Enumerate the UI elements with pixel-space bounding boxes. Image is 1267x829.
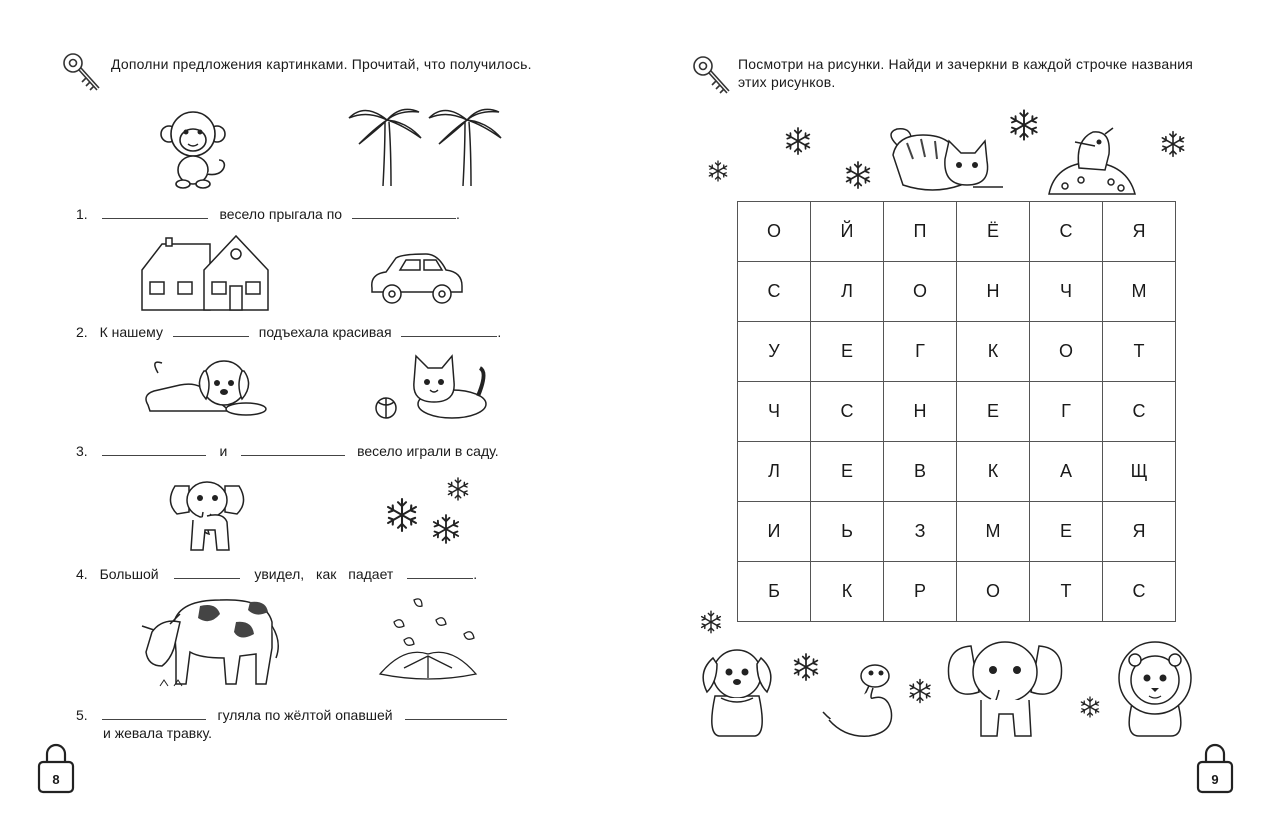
snowflake-icon bbox=[1077, 694, 1103, 720]
grid-cell[interactable]: С bbox=[738, 262, 811, 322]
grid-row bbox=[738, 562, 1176, 622]
grid-cell[interactable]: И bbox=[738, 502, 811, 562]
grid-cell[interactable]: С bbox=[811, 382, 884, 442]
answer-blank[interactable] bbox=[102, 443, 206, 456]
grid-row bbox=[738, 382, 1176, 442]
snowflake-icon bbox=[697, 608, 725, 636]
mole-icon bbox=[1045, 124, 1139, 196]
palm-trees-icon bbox=[345, 98, 507, 188]
fallen-leaves-icon bbox=[374, 594, 484, 686]
elephant-icon bbox=[945, 634, 1065, 740]
grid-cell[interactable]: Е bbox=[811, 442, 884, 502]
grid-cell[interactable]: С bbox=[1103, 382, 1176, 442]
lion-icon bbox=[1111, 640, 1199, 738]
cow-icon bbox=[140, 592, 284, 690]
page-number-badge bbox=[37, 742, 75, 794]
grid-cell[interactable]: К bbox=[957, 442, 1030, 502]
grid-cell[interactable]: Л bbox=[738, 442, 811, 502]
page-number: 9 bbox=[1211, 772, 1219, 787]
grid-cell[interactable]: О bbox=[1030, 322, 1103, 382]
grid-cell[interactable]: Л bbox=[811, 262, 884, 322]
grid-row bbox=[738, 442, 1176, 502]
snowflake-icon bbox=[1157, 128, 1189, 160]
answer-blank[interactable] bbox=[173, 324, 249, 337]
grid-cell[interactable]: С bbox=[1103, 562, 1176, 622]
grid-cell[interactable]: З bbox=[884, 502, 957, 562]
snake-icon bbox=[819, 660, 901, 740]
sentence-3: 3. и весело играли в саду. bbox=[76, 443, 499, 459]
grid-cell[interactable]: У bbox=[738, 322, 811, 382]
grid-row bbox=[738, 262, 1176, 322]
answer-blank[interactable] bbox=[102, 707, 206, 720]
grid-cell[interactable]: Т bbox=[1103, 322, 1176, 382]
sentence-1-text: весело прыгала по bbox=[219, 206, 343, 222]
grid-cell[interactable]: Е bbox=[957, 382, 1030, 442]
cat-icon bbox=[883, 125, 1009, 197]
grid-cell[interactable]: Г bbox=[1030, 382, 1103, 442]
house-icon bbox=[138, 232, 272, 312]
snowflake-icon bbox=[781, 124, 815, 158]
grid-cell[interactable]: М bbox=[1103, 262, 1176, 322]
grid-cell[interactable]: Й bbox=[811, 202, 884, 262]
sentence-3-number: 3. bbox=[76, 443, 88, 459]
sentence-1: 1. весело прыгала по . bbox=[76, 206, 460, 222]
grid-cell[interactable]: Щ bbox=[1103, 442, 1176, 502]
snowflake-icon bbox=[905, 676, 935, 706]
grid-cell[interactable]: Н bbox=[884, 382, 957, 442]
grid-cell[interactable]: С bbox=[1030, 202, 1103, 262]
page-number: 8 bbox=[52, 772, 60, 787]
answer-blank[interactable] bbox=[407, 566, 473, 579]
grid-cell[interactable]: Б bbox=[738, 562, 811, 622]
left-page bbox=[0, 0, 633, 829]
answer-blank[interactable] bbox=[352, 206, 456, 219]
grid-cell[interactable]: К bbox=[957, 322, 1030, 382]
answer-blank[interactable] bbox=[405, 707, 507, 720]
grid-cell[interactable]: Я bbox=[1103, 502, 1176, 562]
grid-cell[interactable]: П bbox=[884, 202, 957, 262]
grid-cell[interactable]: Н bbox=[957, 262, 1030, 322]
grid-cell[interactable]: О bbox=[738, 202, 811, 262]
grid-cell[interactable]: К bbox=[811, 562, 884, 622]
sentence-4: 4. Большой увидел, как падает . bbox=[76, 566, 478, 582]
grid-cell[interactable]: Т bbox=[1030, 562, 1103, 622]
car-icon bbox=[366, 250, 466, 306]
grid-cell[interactable]: Ч bbox=[1030, 262, 1103, 322]
dog-icon bbox=[697, 642, 777, 738]
grid-cell[interactable]: Е bbox=[1030, 502, 1103, 562]
grid-cell[interactable]: М bbox=[957, 502, 1030, 562]
snowflake-icon bbox=[1005, 106, 1043, 144]
grid-cell[interactable]: О bbox=[884, 262, 957, 322]
kitten-with-ball-icon bbox=[372, 352, 492, 422]
sentence-4-number: 4. bbox=[76, 566, 88, 582]
snowflake-icon bbox=[841, 158, 875, 192]
page-number-badge bbox=[1196, 742, 1234, 794]
task-instruction: Дополни предложения картинками. Прочитай, что получилось. bbox=[111, 56, 532, 72]
sentence-1-number: 1. bbox=[76, 206, 88, 222]
task-instruction: Посмотри на рисунки. Найди и зачеркни в каждой строчке названия этих рисунков. bbox=[738, 56, 1194, 90]
answer-blank[interactable] bbox=[174, 566, 240, 579]
grid-row bbox=[738, 202, 1176, 262]
puppy-icon bbox=[140, 355, 270, 417]
key-icon bbox=[60, 50, 104, 98]
word-search-grid bbox=[737, 201, 1176, 622]
grid-cell[interactable]: Ё bbox=[957, 202, 1030, 262]
sentence-2-number: 2. bbox=[76, 324, 88, 340]
grid-cell[interactable]: Я bbox=[1103, 202, 1176, 262]
grid-cell[interactable]: О bbox=[957, 562, 1030, 622]
grid-cell[interactable]: Р bbox=[884, 562, 957, 622]
snowflake-icon bbox=[789, 650, 823, 684]
answer-blank[interactable] bbox=[401, 324, 497, 337]
sentence-5-line-2: и жевала травку. bbox=[103, 725, 212, 741]
snowflake-icon bbox=[705, 158, 731, 184]
grid-cell[interactable]: Е bbox=[811, 322, 884, 382]
answer-blank[interactable] bbox=[102, 206, 208, 219]
grid-cell[interactable]: А bbox=[1030, 442, 1103, 502]
sentence-2: 2. К нашему подъехала красивая . bbox=[76, 324, 502, 340]
sentence-5-number: 5. bbox=[76, 707, 88, 723]
key-icon bbox=[690, 53, 734, 101]
grid-cell[interactable]: В bbox=[884, 442, 957, 502]
answer-blank[interactable] bbox=[241, 443, 345, 456]
monkey-icon bbox=[155, 108, 235, 190]
grid-cell[interactable]: Ь bbox=[811, 502, 884, 562]
right-page bbox=[633, 0, 1267, 829]
snowflakes-icon bbox=[380, 475, 470, 547]
elephant-icon bbox=[165, 472, 249, 554]
grid-row bbox=[738, 322, 1176, 382]
grid-cell[interactable]: Г bbox=[884, 322, 957, 382]
sentence-5: 5. гуляла по жёлтой опавшей bbox=[76, 706, 507, 724]
grid-cell[interactable]: Ч bbox=[738, 382, 811, 442]
grid-row bbox=[738, 502, 1176, 562]
